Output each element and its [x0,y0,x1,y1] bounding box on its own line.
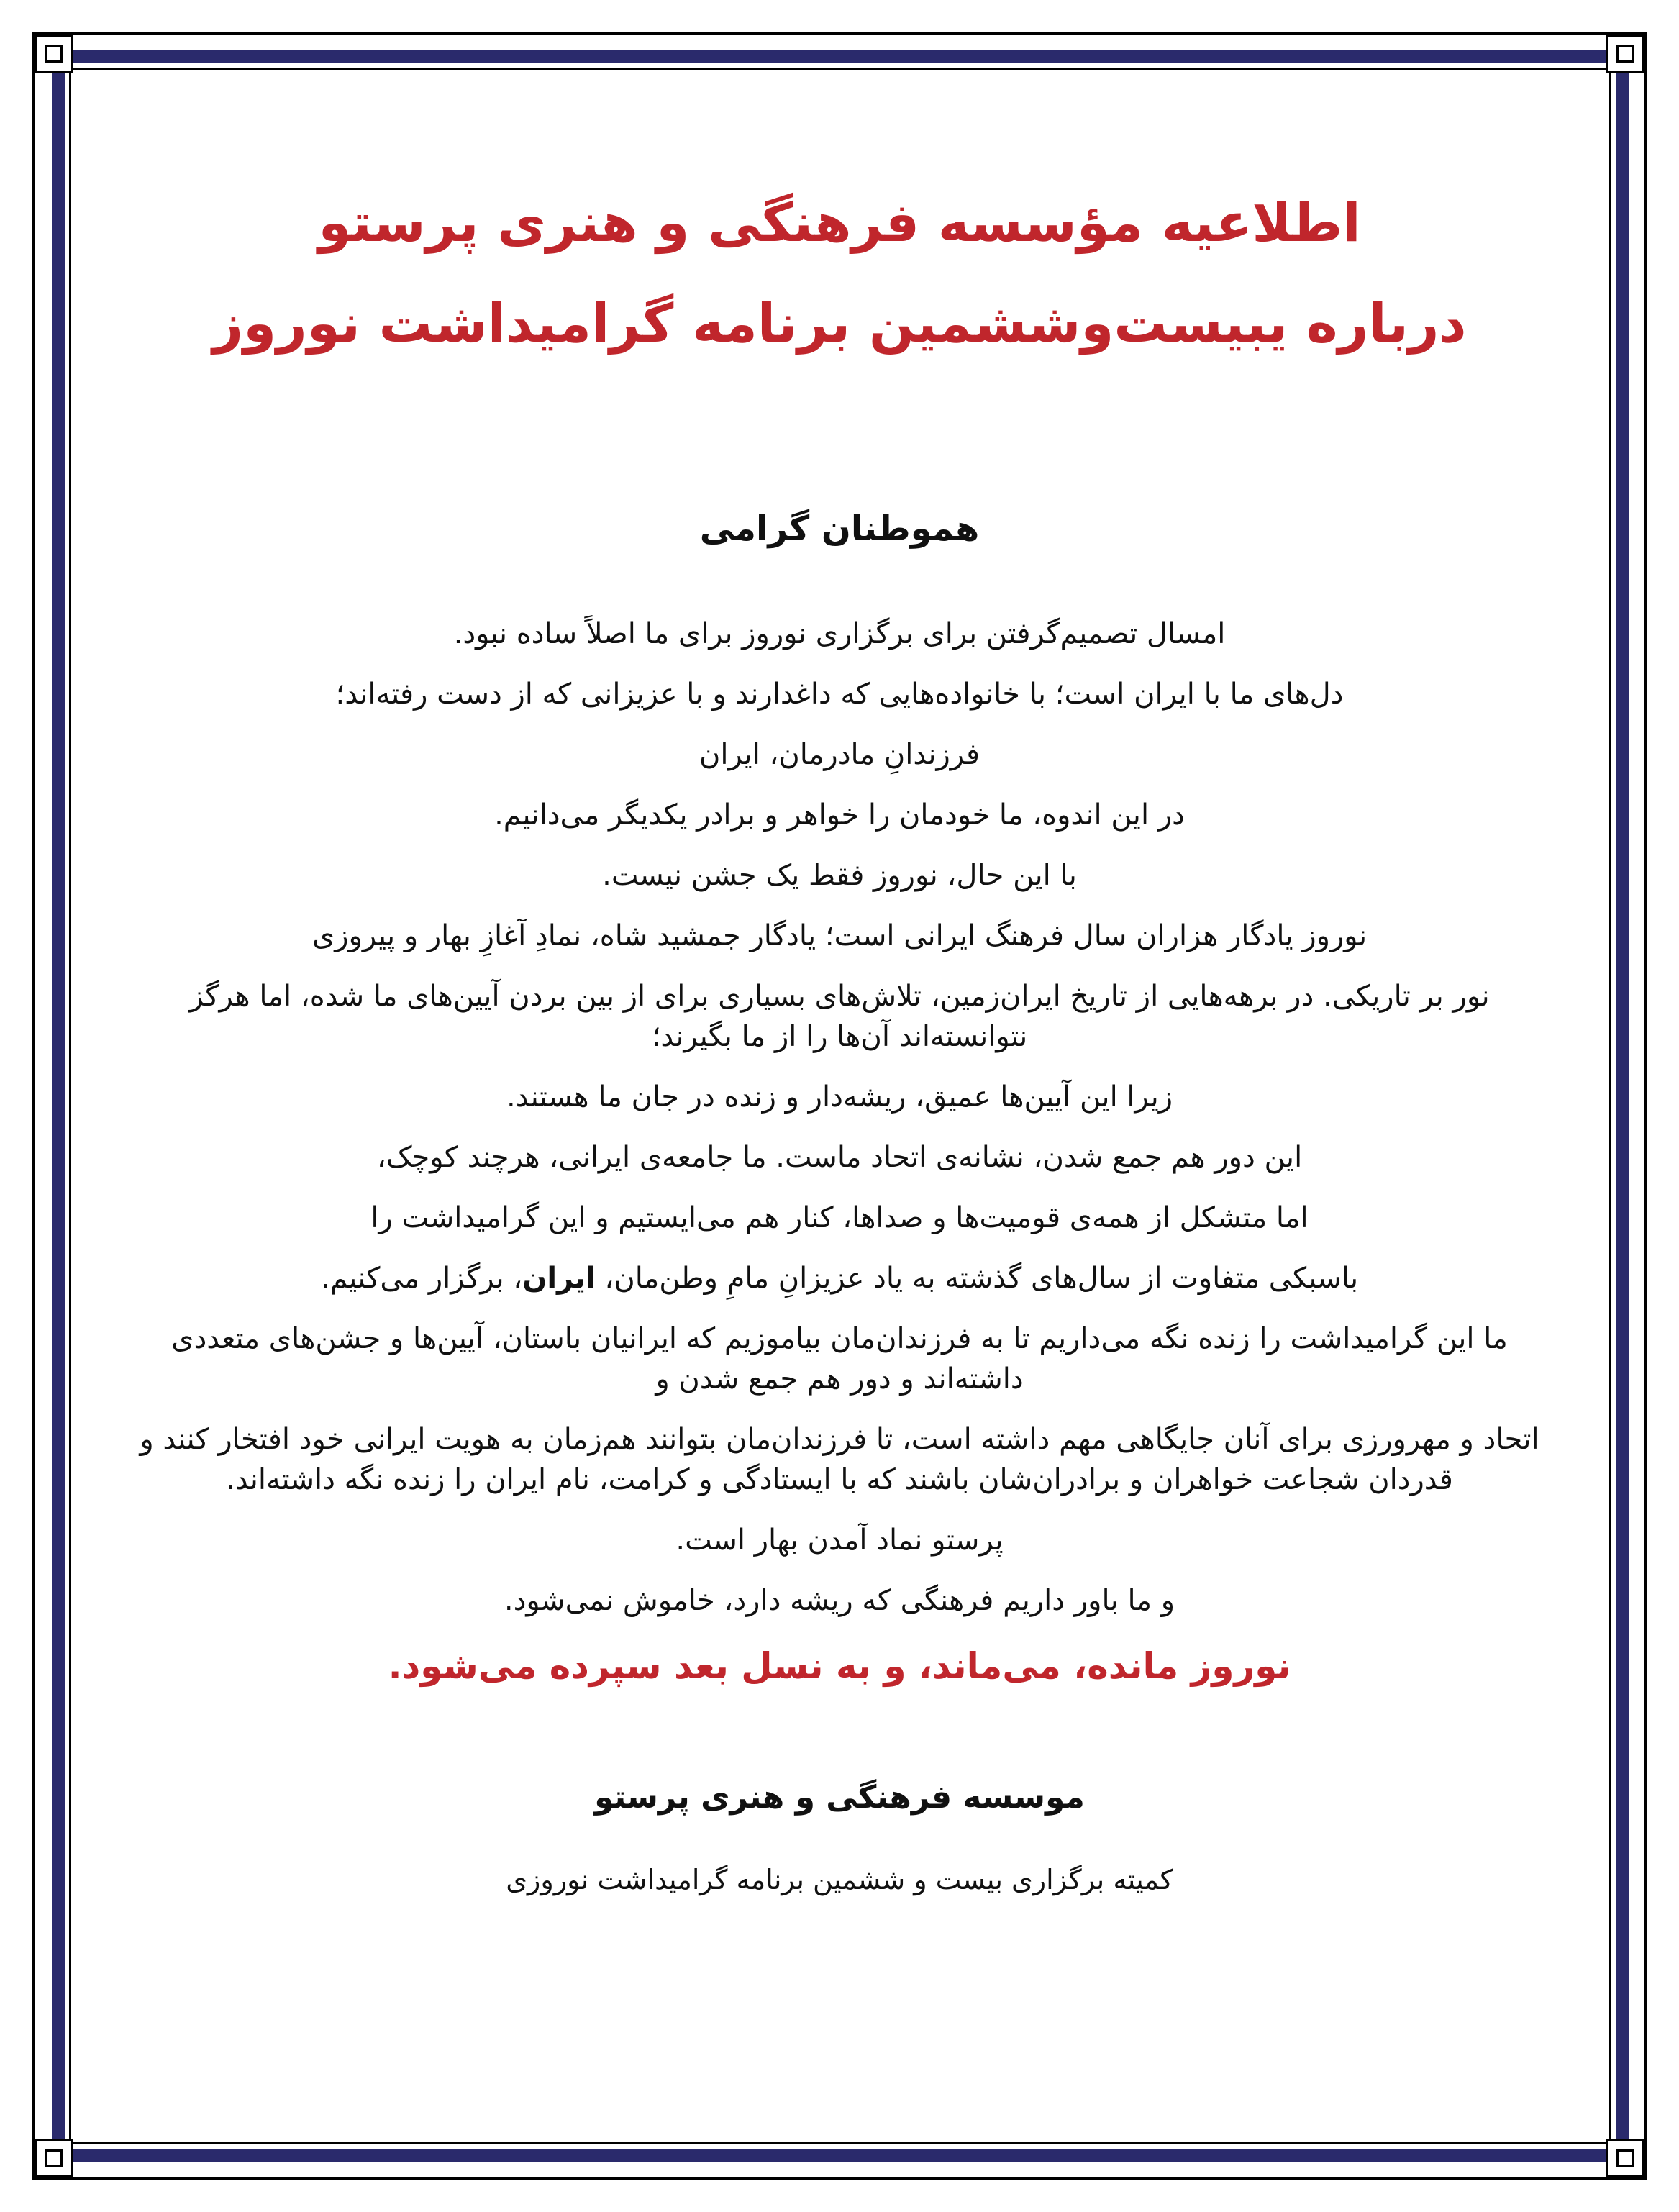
body-paragraph: در این اندوه، ما خودمان را خواهر و برادر یکدیگر می‌دانیم. [494,798,1185,832]
body-paragraph [129,1258,1550,1298]
body-paragraph: این دور هم جمع شدن، نشانه‌ی اتحاد ماست. ما جامعه‌ی ایرانی، هرچند کوچک، [376,1141,1303,1174]
announcement [129,173,1550,1900]
body-paragraph: فرزندانِ مادرمان، ایران [699,738,980,771]
body-paragraph: ما این گرامیداشت را زنده نگه می‌داریم تا به فرزندان‌مان بیاموزیم که ایرانیان باستان، آیین‌ها و جشن‌های متعددی داشته‌اند و دور هم جمع شدن و [171,1322,1508,1396]
body-text-segment: باسبکی متفاوت از سال‌های گذشته به یاد عزیزانِ مامِ وطن‌مان، [595,1262,1359,1295]
body-paragraph: امسال تصمیم‌گرفتن برای برگزاری نوروز برای ما اصلاً ساده نبود. [453,617,1226,650]
body-paragraph: اما متشکل از همه‌ی قومیت‌ها و صداها، کنار هم می‌ایستیم و این گرامیداشت را [370,1201,1309,1234]
body-paragraph: با این حال، نوروز فقط یک جشن نیست. [602,859,1077,892]
corner-ornament [1606,2139,1644,2177]
title-line-2: درباره یبیست‌وششمین برنامه گرامیداشت نوروز [212,293,1467,355]
corner-ornament [35,35,73,73]
closing-statement: نوروز مانده، می‌ماند، و به نسل بعد سپرده می‌شود. [388,1645,1291,1687]
body-paragraph: نوروز یادگار هزاران سال فرهنگ ایرانی است؛ یادگار جمشید شاه، نمادِ آغازِ بهار و پیروزی [311,919,1368,952]
committee-line: کمیته برگزاری بیست و ششمین برنامه گرامیداشت نوروزی [506,1864,1173,1895]
body-paragraph: دل‌های ما با ایران است؛ با خانواده‌هایی که داغدارند و با عزیزانی که از دست رفته‌اند؛ [335,678,1344,711]
emphasized-word: ایران [522,1262,596,1295]
announcement-body [129,614,1550,1621]
title-line-1: اطلاعیه مؤسسه فرهنگی و هنری پرستو [318,192,1361,254]
body-paragraph: و ما باور داریم فرهنگی که ریشه دارد، خاموش نمی‌شود. [504,1584,1175,1617]
body-paragraph: اتحاد و مهرورزی برای آنان جایگاهی مهم داشته است، تا فرزندان‌مان بتوانند هم‌زمان به هویت ایرانی خود افتخار کنند و قدردان شجاعت خواهران و برادران‌شان باشند که با ایستادگی و کرامت، نام ایران را زنده نگه داشته‌اند. [140,1423,1539,1496]
corner-ornament [35,2139,73,2177]
body-paragraph: زیرا این آیین‌ها عمیق، ریشه‌دار و زنده در جان ما هستند. [506,1080,1173,1114]
body-paragraph: پرستو نماد آمدن بهار است. [675,1524,1004,1557]
body-text-segment: ، برگزار می‌کنیم. [320,1262,523,1295]
corner-ornament [1606,35,1644,73]
signature: موسسه فرهنگی و هنری پرستو [594,1779,1085,1816]
body-paragraph: نور بر تاریکی. در برهه‌هایی از تاریخ ایران‌زمین، تلاش‌های بسیاری برای از بین بردن آیین‌های ما شده، اما هرگز نتوانسته‌اند آن‌ها را از ما بگیرند؛ [189,980,1490,1053]
salutation: هموطنان گرامی [699,509,980,549]
